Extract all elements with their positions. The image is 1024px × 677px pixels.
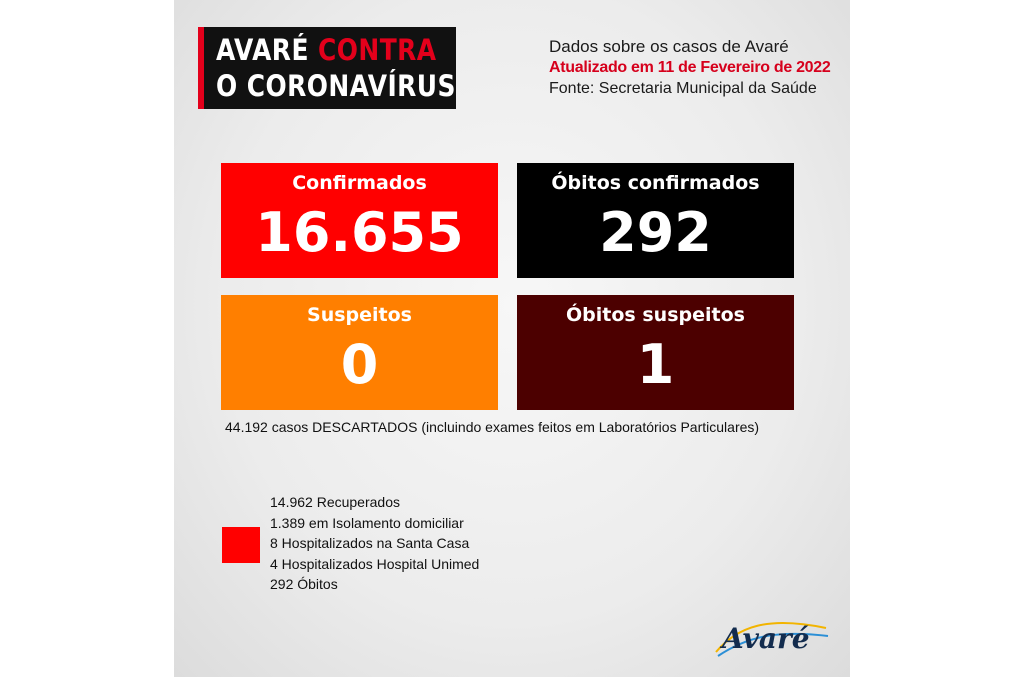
info-updated: Atualizado em 11 de Fevereiro de 2022	[549, 59, 831, 76]
list-item: 14.962 Recuperados	[270, 494, 400, 510]
card-label: Óbitos confirmados	[551, 172, 760, 194]
info-block	[549, 36, 830, 99]
card-label: Suspeitos	[307, 304, 412, 326]
title-line-1	[216, 33, 437, 67]
card-obitos-suspeitos	[517, 295, 794, 410]
title-white-word: AVARÉ	[216, 33, 309, 67]
avare-logo	[708, 606, 832, 662]
logo-text: Avaré	[722, 622, 810, 655]
title-line-2: O CORONAVÍRUS	[216, 69, 456, 103]
list-item: 8 Hospitalizados na Santa Casa	[270, 535, 470, 551]
descartados-note: 44.192 casos DESCARTADOS (incluindo exames feitos em Laboratórios Particulares)	[225, 419, 760, 435]
card-suspeitos	[221, 295, 498, 410]
info-source: Fonte: Secretaria Municipal da Saúde	[549, 80, 817, 97]
title-banner	[198, 27, 456, 109]
card-label: Confirmados	[292, 172, 427, 194]
card-obitos-confirmados	[517, 163, 794, 278]
list-item: 4 Hospitalizados Hospital Unimed	[270, 555, 480, 572]
info-heading: Dados sobre os casos de Avaré	[549, 37, 789, 56]
red-swatch	[222, 527, 260, 563]
card-value: 1	[636, 333, 675, 396]
card-value: 292	[599, 201, 712, 264]
card-value: 16.655	[255, 201, 464, 264]
breakdown-list	[270, 492, 479, 595]
list-item: 292 Óbitos	[270, 576, 338, 592]
card-confirmados	[221, 163, 498, 278]
card-label: Óbitos suspeitos	[566, 304, 745, 326]
title-red-word: CONTRA	[318, 33, 437, 67]
card-value: 0	[340, 333, 379, 396]
list-item: 1.389 em Isolamento domiciliar	[270, 514, 464, 531]
